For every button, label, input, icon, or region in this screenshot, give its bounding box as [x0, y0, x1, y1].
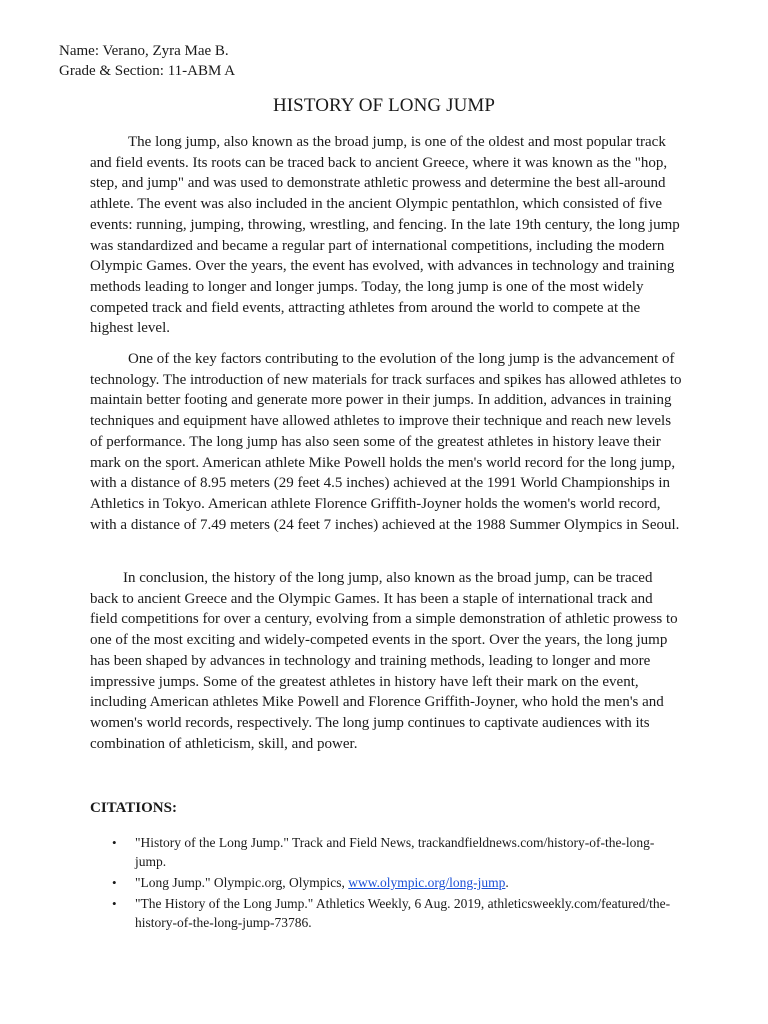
student-name: Name: Verano, Zyra Mae B.	[59, 43, 229, 59]
paragraph-technology	[90, 349, 682, 535]
citation-item	[90, 873, 680, 892]
bullet-icon: •	[112, 896, 117, 911]
citation-text: "Long Jump." Olympic.org, Olympics,	[135, 875, 349, 890]
grade-section: Grade & Section: 11-ABM A	[59, 63, 236, 79]
citations-list	[90, 833, 680, 934]
student-header	[59, 41, 235, 81]
paragraph-introduction	[90, 132, 682, 339]
citation-item	[90, 894, 680, 932]
citation-text-end: .	[505, 875, 509, 890]
paragraph-text: One of the key factors contributing to the evolution of the long jump is the advancement of technology. The introduction of new materials for track surfaces and spikes has allowed athletes to maintain better footing and generate more power in their jumps. In addition, advances in training techniques and equipment have allowed athletes to improve their technique and reach new levels of performance. The long jump has also seen some of the greatest athletes in history leave their mark on the sport. American athlete Mike Powell holds the men's world record for the long jump, with a distance of 8.95 meters (29 feet 4.5 inches) achieved at the 1991 World Championships in Athletics in Tokyo. American athlete Florence Griffith-Joyner holds the women's world record, with a distance of 7.49 meters (24 feet 7 inches) achieved at the 1988 Summer Olympics in Seoul.	[90, 351, 682, 533]
citations-heading: CITATIONS:	[90, 800, 177, 816]
paragraph-text: The long jump, also known as the broad jump, is one of the oldest and most popular track and field events. Its roots can be traced back to ancient Greece, where it was known as the "hop, step, and jump" and was used to demonstrate athletic prowess and determine the best all-around athlete. The event was also included in the ancient Olympic pentathlon, which consisted of five events: running, jumping, throwing, wrestling, and fencing. In the late 19th century, the long jump was standardized and became a regular part of international competitions, including the modern Olympic Games. Over the years, the event has evolved, with advances in technology and training methods leading to longer and longer jumps. Today, the long jump is one of the most widely competed track and field events, attracting athletes from around the world to compete at the highest level.	[90, 134, 680, 337]
bullet-icon: •	[112, 875, 117, 890]
citation-link[interactable]: www.olympic.org/long-jump	[348, 875, 506, 890]
citation-text: "The History of the Long Jump." Athletics Weekly, 6 Aug. 2019, athleticsweekly.com/featured/the-history-of-the-long-jump-73786.	[135, 896, 671, 930]
paragraph-text: In conclusion, the history of the long jump, also known as the broad jump, can be traced back to ancient Greece and the Olympic Games. It has been a staple of international track and field competitions for over a century, evolving from a simple demonstration of athletic prowess to one of the most exciting and widely-competed events in the sport. Over the years, the long jump has been shaped by advances in technology and training methods, leading to longer and more impressive jumps. Some of the greatest athletes in history have left their mark on the event, including American athletes Mike Powell and Florence Griffith-Joyner, who hold the men's and women's world records, respectively. The long jump continues to captivate audiences with its combination of athleticism, skill, and power.	[90, 570, 678, 752]
citation-item	[90, 833, 680, 871]
bullet-icon: •	[112, 835, 117, 850]
document-title: HISTORY OF LONG JUMP	[272, 95, 496, 116]
paragraph-conclusion	[90, 568, 682, 754]
citation-text: "History of the Long Jump." Track and Field News, trackandfieldnews.com/history-of-the-long-jump.	[135, 835, 655, 869]
